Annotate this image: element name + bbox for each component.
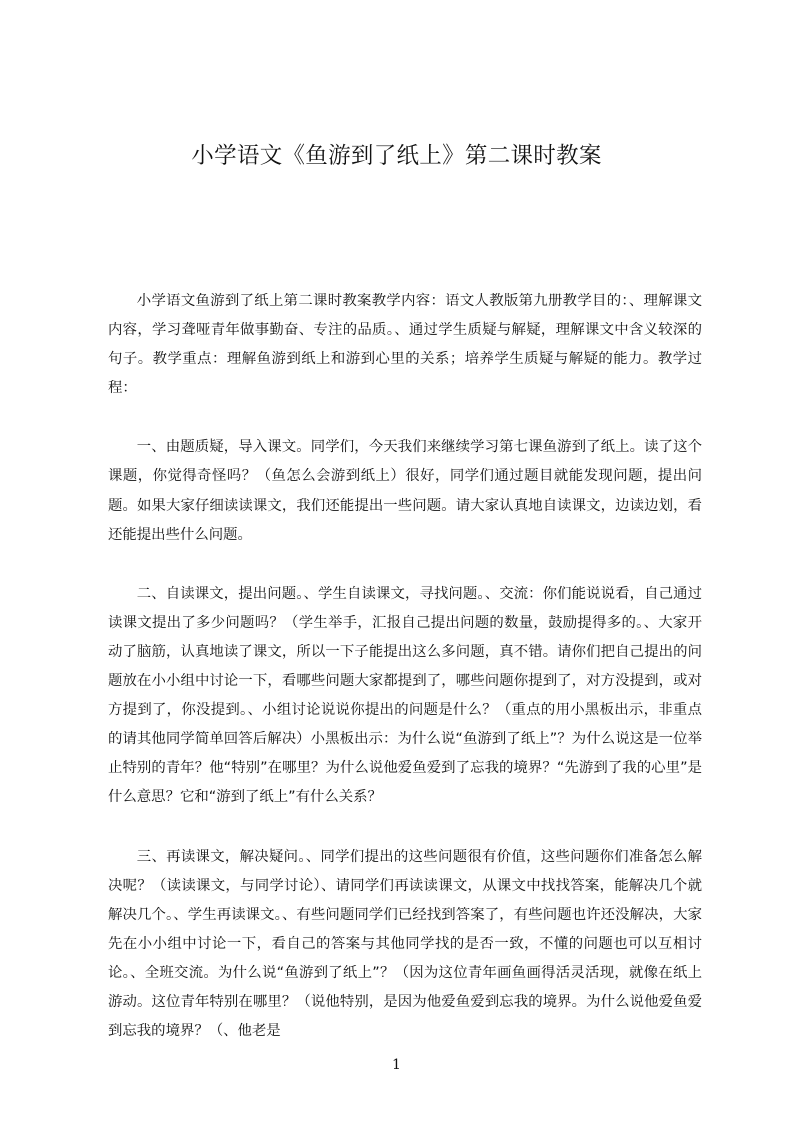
paragraph-intro: 小学语文鱼游到了纸上第二课时教案教学内容：语文人教版第九册教学目的：、理解课文内容，学习聋哑青年做事勤奋、专注的品质。、通过学生质疑与解疑，理解课文中含义较深的句子。教学重点：理解鱼游到纸上和游到心里的关系；培养学生质疑与解疑的能力。教学过程： [108, 293, 702, 397]
paragraph-section-3: 三、再读课文，解决疑问。、同学们提出的这些问题很有价值，这些问题你们准备怎么解决呢？（读读课文，与同学讨论）、请同学们再读读课文，从课文中找找答案，能解决几个就解决几个。、学生再读课文。、有些问题同学们已经找到答案了，有些问题也许还没解决，大家先在小小组中讨论一下，看自己的答案与其他同学找的是否一致，不懂的问题也可以互相讨论。、全班交流。为什么说“鱼游到了纸上”？（因为这位青年画鱼画得活灵活现，就像在纸上游动。这位青年特别在哪里？（说他特别，是因为他爱鱼爱到忘我的境界。为什么说他爱鱼爱到忘我的境界？（、他老是 [108, 848, 702, 1040]
document-body [108, 287, 702, 1076]
page-number: 1 [392, 1057, 401, 1073]
paragraph-section-1: 一、由题质疑，导入课文。同学们，今天我们来继续学习第七课鱼游到了纸上。读了这个课题，你觉得奇怪吗？（鱼怎么会游到纸上）很好，同学们通过题目就能发现问题，提出问题。如果大家仔细读读课文，我们还能提出一些问题。请大家认真地自读课文，边读边划，看还能提出些什么问题。 [108, 439, 702, 543]
paragraph-section-2: 二、自读课文，提出问题。、学生自读课文，寻找问题。、交流：你们能说说看，自己通过读课文提出了多少问题吗？（学生举手，汇报自己提出问题的数量，鼓励提得多的。、大家开动了脑筋，认真地读了课文，所以一下子能提出这么多问题，真不错。请你们把自己提出的问题放在小小组中讨论一下，看哪些问题大家都提到了，哪些问题你提到了，对方没提到，或对方提到了，你没提到。、小组讨论说说你提出的问题是什么？（重点的用小黑板出示，非重点的请其他同学简单回答后解决）小黑板出示：为什么说“鱼游到了纸上”？为什么说这是一位举止特别的青年？他“特别”在哪里？为什么说他爱鱼爱到了忘我的境界？“先游到了我的心里”是什么意思？它和“游到了纸上”有什么关系？ [108, 585, 702, 806]
page-title: 小学语文《鱼游到了纸上》第二课时教案 [191, 143, 602, 169]
